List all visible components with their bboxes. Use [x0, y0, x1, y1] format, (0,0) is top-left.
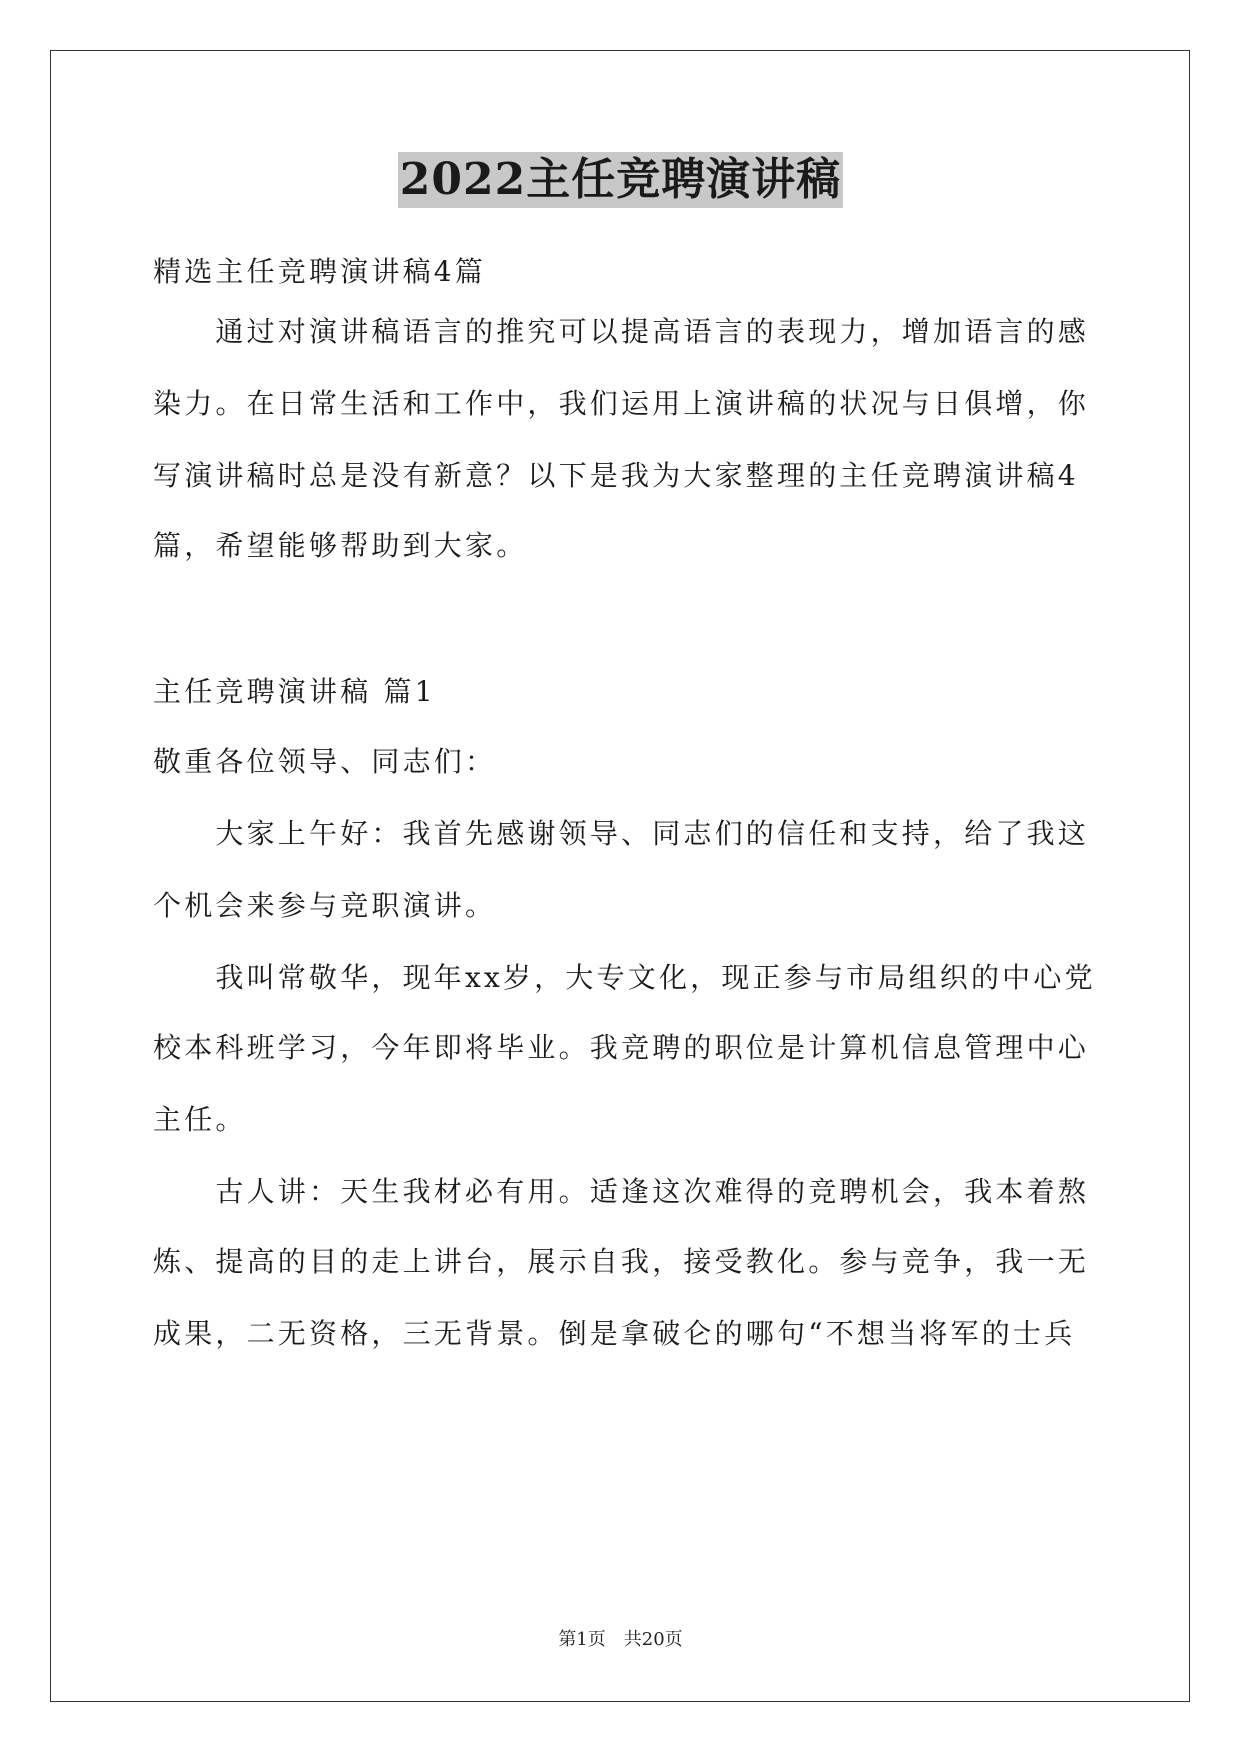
- document-title: 2022主任竞聘演讲稿: [398, 152, 843, 208]
- body-line: 篇，希望能够帮助到大家。: [153, 529, 528, 562]
- body-line: 古人讲：天生我材必有用。适逢这次难得的竞聘机会，我本着熬: [153, 1175, 1090, 1208]
- body-line: 染力。在日常生活和工作中，我们运用上演讲稿的状况与日俱增，你: [153, 387, 1090, 420]
- body-line: 通过对演讲稿语言的推究可以提高语言的表现力，增加语言的感: [153, 315, 1090, 348]
- body-line: 个机会来参与竞职演讲。: [153, 889, 497, 922]
- body-line: 炼、提高的目的走上讲台，展示自我，接受教化。参与竞争，我一无: [153, 1245, 1090, 1278]
- title-wrap: [0, 152, 1241, 208]
- body-line: 成果，二无资格，三无背景。倒是拿破仑的哪句“不想当将军的士兵: [153, 1317, 1076, 1350]
- section-heading: 主任竞聘演讲稿 篇1: [153, 675, 436, 708]
- body-line: 主任。: [153, 1103, 247, 1136]
- subtitle-line: 精选主任竞聘演讲稿4篇: [153, 255, 487, 288]
- body-line: 校本科班学习，今年即将毕业。我竞聘的职位是计算机信息管理中心: [153, 1031, 1090, 1064]
- body-line: 大家上午好：我首先感谢领导、同志们的信任和支持，给了我这: [153, 817, 1090, 850]
- page-number-footer: 第1页 共20页: [558, 1629, 683, 1650]
- salutation-line: 敬重各位领导、同志们：: [153, 745, 497, 778]
- page-border: [50, 50, 1190, 1702]
- body-line: 写演讲稿时总是没有新意？以下是我为大家整理的主任竞聘演讲稿4: [153, 459, 1079, 492]
- body-line: 我叫常敬华，现年xx岁，大专文化，现正参与市局组织的中心党: [153, 961, 1096, 994]
